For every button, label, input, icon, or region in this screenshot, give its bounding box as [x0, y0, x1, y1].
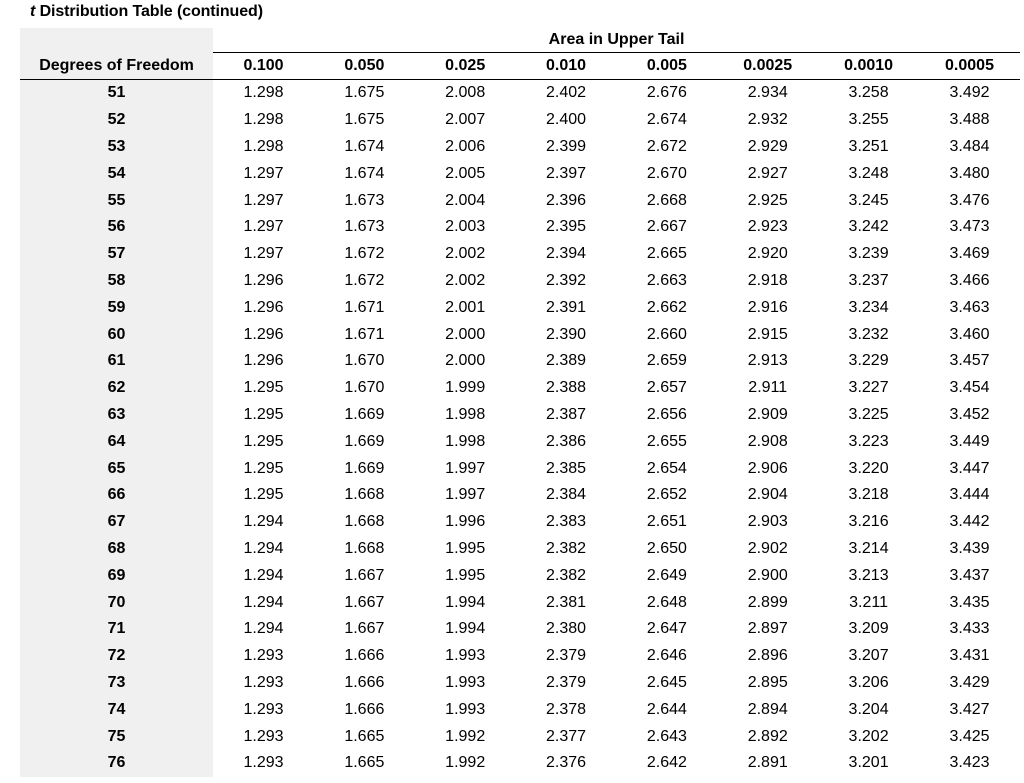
value-cell: 2.379 — [546, 673, 587, 691]
value-cell: 1.293 — [243, 700, 284, 718]
value-cell: 1.671 — [344, 298, 385, 316]
value-cell: 3.232 — [848, 325, 889, 343]
value-cell: 2.909 — [747, 405, 788, 423]
value-cell: 2.384 — [546, 486, 587, 504]
value-cell: 2.380 — [546, 620, 587, 638]
table-row — [20, 80, 1020, 107]
value-cell: 3.214 — [848, 539, 889, 557]
df-cell: 57 — [20, 241, 213, 268]
value-cell: 2.655 — [646, 432, 687, 450]
table-row — [20, 509, 1020, 536]
value-cell: 2.908 — [747, 432, 788, 450]
value-cell: 1.669 — [344, 459, 385, 477]
value-cell: 3.457 — [949, 352, 990, 370]
value-cell: 2.652 — [646, 486, 687, 504]
table-row — [20, 134, 1020, 161]
value-cell: 2.915 — [747, 325, 788, 343]
value-cell: 3.207 — [848, 647, 889, 665]
value-cell: 1.671 — [344, 325, 385, 343]
df-cell: 62 — [20, 375, 213, 402]
value-cell: 3.449 — [949, 432, 990, 450]
value-cell: 2.383 — [546, 513, 587, 531]
value-cell: 3.433 — [949, 620, 990, 638]
value-cell: 1.672 — [344, 271, 385, 289]
value-cell: 1.293 — [243, 673, 284, 691]
value-cell: 2.902 — [747, 539, 788, 557]
value-cell: 1.296 — [243, 298, 284, 316]
value-cell: 1.293 — [243, 727, 284, 745]
value-cell: 2.674 — [646, 111, 687, 129]
value-cell: 2.654 — [646, 459, 687, 477]
value-cell: 3.442 — [949, 513, 990, 531]
df-cell: 56 — [20, 214, 213, 241]
df-header-spacer — [20, 28, 213, 53]
value-cell: 2.385 — [546, 459, 587, 477]
value-cell: 3.469 — [949, 245, 990, 263]
value-cell: 2.389 — [546, 352, 587, 370]
value-cell: 1.296 — [243, 325, 284, 343]
value-cell: 3.218 — [848, 486, 889, 504]
value-cell: 2.644 — [646, 700, 687, 718]
value-cell: 1.668 — [344, 486, 385, 504]
value-cell: 2.400 — [546, 111, 587, 129]
value-cell: 3.258 — [848, 84, 889, 102]
value-cell: 1.673 — [344, 218, 385, 236]
value-cell: 2.911 — [748, 379, 788, 397]
value-cell: 2.651 — [646, 513, 687, 531]
value-cell: 2.663 — [646, 271, 687, 289]
value-cell: 2.647 — [646, 620, 687, 638]
value-cell: 2.920 — [747, 245, 788, 263]
value-cell: 1.295 — [243, 432, 284, 450]
value-cell: 1.674 — [344, 164, 385, 182]
value-cell: 2.391 — [546, 298, 587, 316]
value-cell: 2.379 — [546, 647, 587, 665]
value-cell: 2.643 — [646, 727, 687, 745]
value-cell: 1.992 — [445, 754, 486, 772]
value-cell: 2.388 — [546, 379, 587, 397]
value-cell: 1.298 — [243, 111, 284, 129]
value-cell: 3.466 — [949, 271, 990, 289]
column-header-0.025: 0.025 — [415, 53, 516, 80]
df-cell: 59 — [20, 294, 213, 321]
value-cell: 1.294 — [243, 513, 284, 531]
column-header-row — [20, 53, 1020, 80]
value-cell: 3.437 — [949, 566, 990, 584]
value-cell: 2.896 — [747, 647, 788, 665]
value-cell: 2.932 — [747, 111, 788, 129]
value-cell: 2.913 — [747, 352, 788, 370]
table-row — [20, 562, 1020, 589]
value-cell: 2.672 — [646, 137, 687, 155]
value-cell: 3.201 — [848, 754, 889, 772]
value-cell: 1.297 — [243, 218, 284, 236]
t-distribution-table — [20, 28, 1020, 777]
value-cell: 3.463 — [949, 298, 990, 316]
value-cell: 2.923 — [747, 218, 788, 236]
value-cell: 1.296 — [243, 352, 284, 370]
table-row — [20, 643, 1020, 670]
value-cell: 3.216 — [848, 513, 889, 531]
df-cell: 53 — [20, 134, 213, 161]
df-cell: 67 — [20, 509, 213, 536]
table-row — [20, 375, 1020, 402]
column-header-0.005: 0.005 — [616, 53, 717, 80]
value-cell: 2.007 — [445, 111, 486, 129]
value-cell: 2.396 — [546, 191, 587, 209]
value-cell: 1.998 — [445, 432, 486, 450]
value-cell: 2.900 — [747, 566, 788, 584]
value-cell: 2.659 — [646, 352, 687, 370]
value-cell: 1.993 — [445, 647, 486, 665]
value-cell: 1.674 — [344, 137, 385, 155]
table-row — [20, 723, 1020, 750]
df-cell: 70 — [20, 589, 213, 616]
df-cell: 69 — [20, 562, 213, 589]
value-cell: 1.993 — [445, 673, 486, 691]
value-cell: 2.003 — [445, 218, 486, 236]
value-cell: 2.934 — [747, 84, 788, 102]
value-cell: 3.447 — [949, 459, 990, 477]
df-cell: 66 — [20, 482, 213, 509]
value-cell: 2.929 — [747, 137, 788, 155]
value-cell: 3.431 — [949, 647, 990, 665]
table-row — [20, 402, 1020, 429]
value-cell: 2.006 — [445, 137, 486, 155]
value-cell: 3.476 — [949, 191, 990, 209]
df-column-header: Degrees of Freedom — [20, 53, 213, 80]
table-row — [20, 428, 1020, 455]
value-cell: 2.005 — [445, 164, 486, 182]
value-cell: 1.295 — [243, 459, 284, 477]
df-cell: 65 — [20, 455, 213, 482]
df-cell: 54 — [20, 160, 213, 187]
value-cell: 3.425 — [949, 727, 990, 745]
value-cell: 2.895 — [747, 673, 788, 691]
value-cell: 2.891 — [747, 754, 788, 772]
value-cell: 3.473 — [949, 218, 990, 236]
value-cell: 3.423 — [949, 754, 990, 772]
value-cell: 1.992 — [445, 727, 486, 745]
df-cell: 71 — [20, 616, 213, 643]
value-cell: 1.298 — [243, 137, 284, 155]
value-cell: 2.642 — [646, 754, 687, 772]
table-row — [20, 670, 1020, 697]
value-cell: 3.435 — [949, 593, 990, 611]
value-cell: 3.213 — [848, 566, 889, 584]
value-cell: 1.675 — [344, 84, 385, 102]
value-cell: 1.668 — [344, 539, 385, 557]
value-cell: 2.395 — [546, 218, 587, 236]
value-cell: 1.670 — [344, 379, 385, 397]
value-cell: 1.998 — [445, 405, 486, 423]
df-cell: 61 — [20, 348, 213, 375]
value-cell: 3.227 — [848, 379, 889, 397]
df-cell: 76 — [20, 750, 213, 777]
value-cell: 1.669 — [344, 405, 385, 423]
value-cell: 3.237 — [848, 271, 889, 289]
value-cell: 2.916 — [747, 298, 788, 316]
value-cell: 2.656 — [646, 405, 687, 423]
table-title — [30, 3, 263, 21]
value-cell: 1.666 — [344, 647, 385, 665]
value-cell: 1.297 — [243, 191, 284, 209]
df-cell: 74 — [20, 696, 213, 723]
value-cell: 1.667 — [344, 620, 385, 638]
value-cell: 3.234 — [848, 298, 889, 316]
value-cell: 2.394 — [546, 245, 587, 263]
column-header-0.0025: 0.0025 — [717, 53, 818, 80]
df-cell: 52 — [20, 107, 213, 134]
value-cell: 2.377 — [546, 727, 587, 745]
value-cell: 1.665 — [344, 727, 385, 745]
value-cell: 1.667 — [344, 593, 385, 611]
value-cell: 3.454 — [949, 379, 990, 397]
value-cell: 1.996 — [445, 513, 486, 531]
value-cell: 2.670 — [646, 164, 687, 182]
value-cell: 3.251 — [848, 137, 889, 155]
table-row — [20, 241, 1020, 268]
value-cell: 3.427 — [949, 700, 990, 718]
value-cell: 2.002 — [445, 271, 486, 289]
value-cell: 3.452 — [949, 405, 990, 423]
group-header-row — [20, 28, 1020, 53]
value-cell: 1.997 — [445, 459, 486, 477]
table-row — [20, 160, 1020, 187]
value-cell: 1.994 — [445, 593, 486, 611]
value-cell: 3.439 — [949, 539, 990, 557]
value-cell: 3.460 — [949, 325, 990, 343]
table-row — [20, 348, 1020, 375]
value-cell: 2.648 — [646, 593, 687, 611]
value-cell: 1.999 — [445, 379, 486, 397]
df-cell: 72 — [20, 643, 213, 670]
df-cell: 51 — [20, 80, 213, 107]
value-cell: 2.649 — [646, 566, 687, 584]
df-cell: 75 — [20, 723, 213, 750]
df-cell: 63 — [20, 402, 213, 429]
table-row — [20, 750, 1020, 777]
value-cell: 1.997 — [445, 486, 486, 504]
value-cell: 1.297 — [243, 245, 284, 263]
value-cell: 2.927 — [747, 164, 788, 182]
value-cell: 2.650 — [646, 539, 687, 557]
table-row — [20, 321, 1020, 348]
value-cell: 1.995 — [445, 539, 486, 557]
table-body — [20, 80, 1020, 777]
area-in-upper-tail-header: Area in Upper Tail — [213, 28, 1020, 53]
value-cell: 2.897 — [747, 620, 788, 638]
table-row — [20, 294, 1020, 321]
value-cell: 3.255 — [848, 111, 889, 129]
value-cell: 1.993 — [445, 700, 486, 718]
column-header-0.100: 0.100 — [213, 53, 314, 80]
value-cell: 2.001 — [445, 298, 486, 316]
value-cell: 2.008 — [445, 84, 486, 102]
value-cell: 2.903 — [747, 513, 788, 531]
value-cell: 3.229 — [848, 352, 889, 370]
value-cell: 2.899 — [747, 593, 788, 611]
value-cell: 2.665 — [646, 245, 687, 263]
table-row — [20, 589, 1020, 616]
value-cell: 1.667 — [344, 566, 385, 584]
value-cell: 2.386 — [546, 432, 587, 450]
value-cell: 2.381 — [546, 593, 587, 611]
value-cell: 2.662 — [646, 298, 687, 316]
column-header-0.010: 0.010 — [516, 53, 617, 80]
table-row — [20, 455, 1020, 482]
value-cell: 3.209 — [848, 620, 889, 638]
value-cell: 1.294 — [243, 620, 284, 638]
value-cell: 2.918 — [747, 271, 788, 289]
table-row — [20, 696, 1020, 723]
column-header-0.0010: 0.0010 — [818, 53, 919, 80]
value-cell: 1.670 — [344, 352, 385, 370]
value-cell: 2.382 — [546, 539, 587, 557]
value-cell: 1.665 — [344, 754, 385, 772]
value-cell: 2.376 — [546, 754, 587, 772]
value-cell: 2.002 — [445, 245, 486, 263]
value-cell: 3.242 — [848, 218, 889, 236]
value-cell: 3.488 — [949, 111, 990, 129]
value-cell: 3.225 — [848, 405, 889, 423]
value-cell: 2.906 — [747, 459, 788, 477]
table-title-italic: t — [30, 3, 36, 20]
df-cell: 64 — [20, 428, 213, 455]
value-cell: 2.892 — [747, 727, 788, 745]
df-cell: 73 — [20, 670, 213, 697]
value-cell: 2.000 — [445, 325, 486, 343]
value-cell: 1.293 — [243, 647, 284, 665]
value-cell: 2.382 — [546, 566, 587, 584]
value-cell: 2.904 — [747, 486, 788, 504]
value-cell: 3.220 — [848, 459, 889, 477]
table-row — [20, 536, 1020, 563]
value-cell: 1.666 — [344, 673, 385, 691]
value-cell: 2.660 — [646, 325, 687, 343]
value-cell: 2.399 — [546, 137, 587, 155]
value-cell: 3.484 — [949, 137, 990, 155]
value-cell: 1.294 — [243, 539, 284, 557]
value-cell: 3.245 — [848, 191, 889, 209]
value-cell: 1.293 — [243, 754, 284, 772]
value-cell: 3.239 — [848, 245, 889, 263]
value-cell: 3.248 — [848, 164, 889, 182]
value-cell: 2.004 — [445, 191, 486, 209]
value-cell: 2.390 — [546, 325, 587, 343]
table-row — [20, 107, 1020, 134]
value-cell: 2.392 — [546, 271, 587, 289]
column-header-0.0005: 0.0005 — [919, 53, 1020, 80]
value-cell: 3.204 — [848, 700, 889, 718]
value-cell: 1.666 — [344, 700, 385, 718]
table-row — [20, 187, 1020, 214]
value-cell: 2.925 — [747, 191, 788, 209]
table-row — [20, 616, 1020, 643]
value-cell: 3.202 — [848, 727, 889, 745]
value-cell: 3.429 — [949, 673, 990, 691]
value-cell: 2.676 — [646, 84, 687, 102]
value-cell: 1.669 — [344, 432, 385, 450]
df-cell: 68 — [20, 536, 213, 563]
value-cell: 1.672 — [344, 245, 385, 263]
value-cell: 2.646 — [646, 647, 687, 665]
value-cell: 1.295 — [243, 379, 284, 397]
value-cell: 3.206 — [848, 673, 889, 691]
df-cell: 60 — [20, 321, 213, 348]
value-cell: 1.294 — [243, 566, 284, 584]
value-cell: 1.296 — [243, 271, 284, 289]
value-cell: 2.402 — [546, 84, 587, 102]
value-cell: 2.667 — [646, 218, 687, 236]
value-cell: 1.675 — [344, 111, 385, 129]
value-cell: 1.298 — [243, 84, 284, 102]
df-cell: 55 — [20, 187, 213, 214]
value-cell: 1.297 — [243, 164, 284, 182]
value-cell: 3.223 — [848, 432, 889, 450]
value-cell: 1.994 — [445, 620, 486, 638]
value-cell: 3.480 — [949, 164, 990, 182]
value-cell: 3.444 — [949, 486, 990, 504]
value-cell: 1.294 — [243, 593, 284, 611]
table-row — [20, 214, 1020, 241]
value-cell: 2.378 — [546, 700, 587, 718]
df-cell: 58 — [20, 268, 213, 295]
value-cell: 1.995 — [445, 566, 486, 584]
value-cell: 2.397 — [546, 164, 587, 182]
table-row — [20, 268, 1020, 295]
value-cell: 2.894 — [747, 700, 788, 718]
value-cell: 2.668 — [646, 191, 687, 209]
value-cell: 3.492 — [949, 84, 990, 102]
value-cell: 1.295 — [243, 486, 284, 504]
value-cell: 1.673 — [344, 191, 385, 209]
value-cell: 3.211 — [849, 593, 888, 611]
value-cell: 1.295 — [243, 405, 284, 423]
table-title-text: Distribution Table (continued) — [35, 3, 263, 20]
value-cell: 1.668 — [344, 513, 385, 531]
value-cell: 2.645 — [646, 673, 687, 691]
value-cell: 2.000 — [445, 352, 486, 370]
column-header-0.050: 0.050 — [314, 53, 415, 80]
value-cell: 2.657 — [646, 379, 687, 397]
table-row — [20, 482, 1020, 509]
value-cell: 2.387 — [546, 405, 587, 423]
